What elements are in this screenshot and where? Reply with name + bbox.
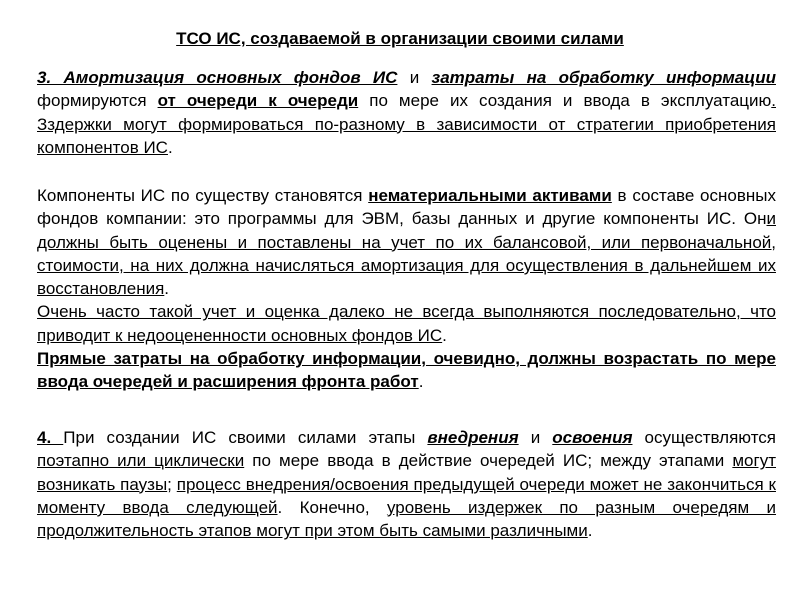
text-run: по мере ввода в действие очередей ИС; между этапами bbox=[244, 451, 733, 471]
underlined-text: Очень часто такой учет и оценка далеко не всегда выполняются последовательно, что приводит к недооцененности основных фондов ИС bbox=[37, 302, 776, 345]
text-run: . bbox=[587, 521, 593, 541]
emphasis-direct-costs: Прямые затраты на обработку информации, очевидно, должны возрастать по мере ввода очередей и расширения фронта работ bbox=[37, 349, 776, 392]
text-run: и bbox=[397, 68, 432, 87]
underlined-text: могут возникать паузы bbox=[37, 451, 776, 494]
emphasis-queue-by-queue: от очереди к очереди bbox=[157, 91, 359, 111]
underlined-text: поэтапно или циклически bbox=[37, 451, 245, 471]
text-run: по мере их создания и ввода в эксплуатацию bbox=[358, 91, 772, 111]
text-run: . bbox=[418, 372, 424, 392]
text-run: . Конечно, bbox=[277, 497, 387, 517]
text-run: . bbox=[442, 325, 447, 345]
emphasis-mastering: освоения bbox=[552, 428, 633, 447]
text-run: При создании ИС своими силами этапы bbox=[63, 428, 428, 447]
underlined-text: и должны быть оценены и поставлены на учет по их балансовой, или первоначальной, стоимости, на них должна начисляться амортизация для осуществления в дальнейшем их восстановления bbox=[37, 209, 776, 299]
text-run: в составе основных фондов компании: это программы для ЭВМ, базы данных и другие компоненты ИС. Он bbox=[37, 186, 776, 229]
text-run: и bbox=[518, 428, 553, 447]
emphasis-intangible-assets: нематериальными активами bbox=[368, 186, 612, 205]
paragraph-intangible-assets bbox=[37, 184, 776, 394]
paragraph-amortization bbox=[37, 66, 776, 159]
text-run: . bbox=[167, 137, 173, 157]
emphasis-implementation: внедрения bbox=[427, 428, 519, 447]
text-run: ; bbox=[167, 474, 177, 494]
point-4-number: 4. bbox=[37, 428, 64, 447]
text-run: . bbox=[164, 279, 170, 299]
text-run: Компоненты ИС по существу становятся bbox=[37, 186, 369, 205]
underlined-text: процесс внедрения/освоения предыдущей очереди может не закончиться к моменту ввода следующей bbox=[37, 474, 776, 517]
emphasis-processing-costs: затраты на обработку информации bbox=[431, 68, 776, 87]
paragraph-implementation bbox=[37, 426, 776, 542]
underlined-text: уровень издержек по разным очередям и продолжительность этапов могут при этом быть самыми различными bbox=[37, 497, 777, 541]
slide-title: ТСО ИС, создаваемой в организации своими силами bbox=[176, 29, 624, 48]
text-run: осуществляются bbox=[632, 428, 776, 447]
underlined-text: . Зздержки могут формироваться по-разному в зависимости от стратегии приобретения компонентов ИС bbox=[37, 91, 776, 157]
text-run: формируются bbox=[37, 91, 158, 111]
point-3-heading: 3. Амортизация основных фондов ИС bbox=[37, 68, 398, 87]
